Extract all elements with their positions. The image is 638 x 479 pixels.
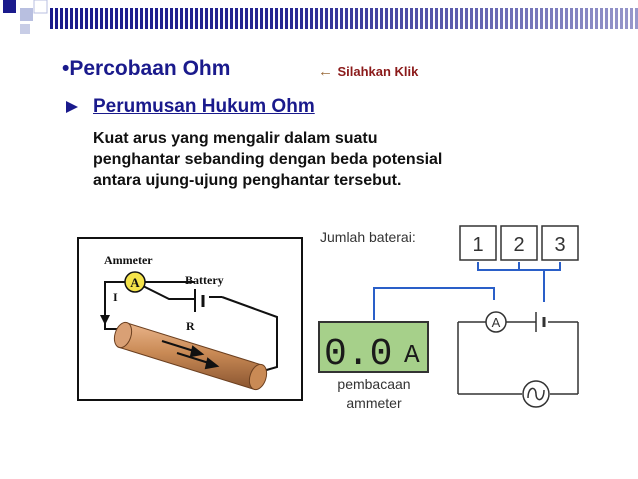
lcd-value: 0.0 [324,333,393,376]
ohm-circuit-diagram [77,237,303,401]
simulator-ammeter-symbol: A [491,315,501,330]
simulator-circuit [458,312,578,394]
slide-subtitle: Perumusan Hukum Ohm [93,96,315,117]
battery-button-3-label: 3 [554,234,566,256]
button-connector-lines [374,262,560,320]
bulb-icon [523,381,549,407]
description-line: Kuat arus yang mengalir dalam suatu [93,130,378,147]
lcd-unit: A [404,340,420,370]
reading-label-line2: ammeter [346,395,402,411]
silahkan-klik-link-wrap[interactable] [318,63,418,81]
reading-label-line1: pembacaan [337,376,411,392]
battery-button-3[interactable] [542,226,578,260]
battery-button-1-label: 1 [472,234,484,256]
ammeter-symbol: A [130,275,140,290]
battery-count-label: Jumlah baterai: [320,229,416,245]
ammeter-label: Ammeter [104,253,153,267]
battery-label: Battery [185,273,224,287]
description-line: antara ujung-ujung penghantar tersebut. [93,172,402,189]
resistor-label: R [186,319,195,333]
battery-button-1[interactable] [460,226,496,260]
ammeter-lcd-display [319,322,428,376]
battery-button-2[interactable] [501,226,537,260]
ohm-simulator [312,222,592,417]
battery-button-2-label: 2 [513,234,525,256]
description-text [93,128,593,191]
left-arrow-icon: ← [318,63,333,80]
description-line: penghantar sebanding dengan beda potensial [93,151,443,168]
header-stripes-decoration [50,8,638,29]
current-label: I [113,290,118,304]
silahkan-klik-link[interactable]: Silahkan Klik [337,64,419,79]
slide-title: •Percobaan Ohm [62,57,231,80]
title-row [62,57,582,87]
arrow-bullet-icon [66,101,78,113]
simulator-ammeter-icon [486,312,506,332]
